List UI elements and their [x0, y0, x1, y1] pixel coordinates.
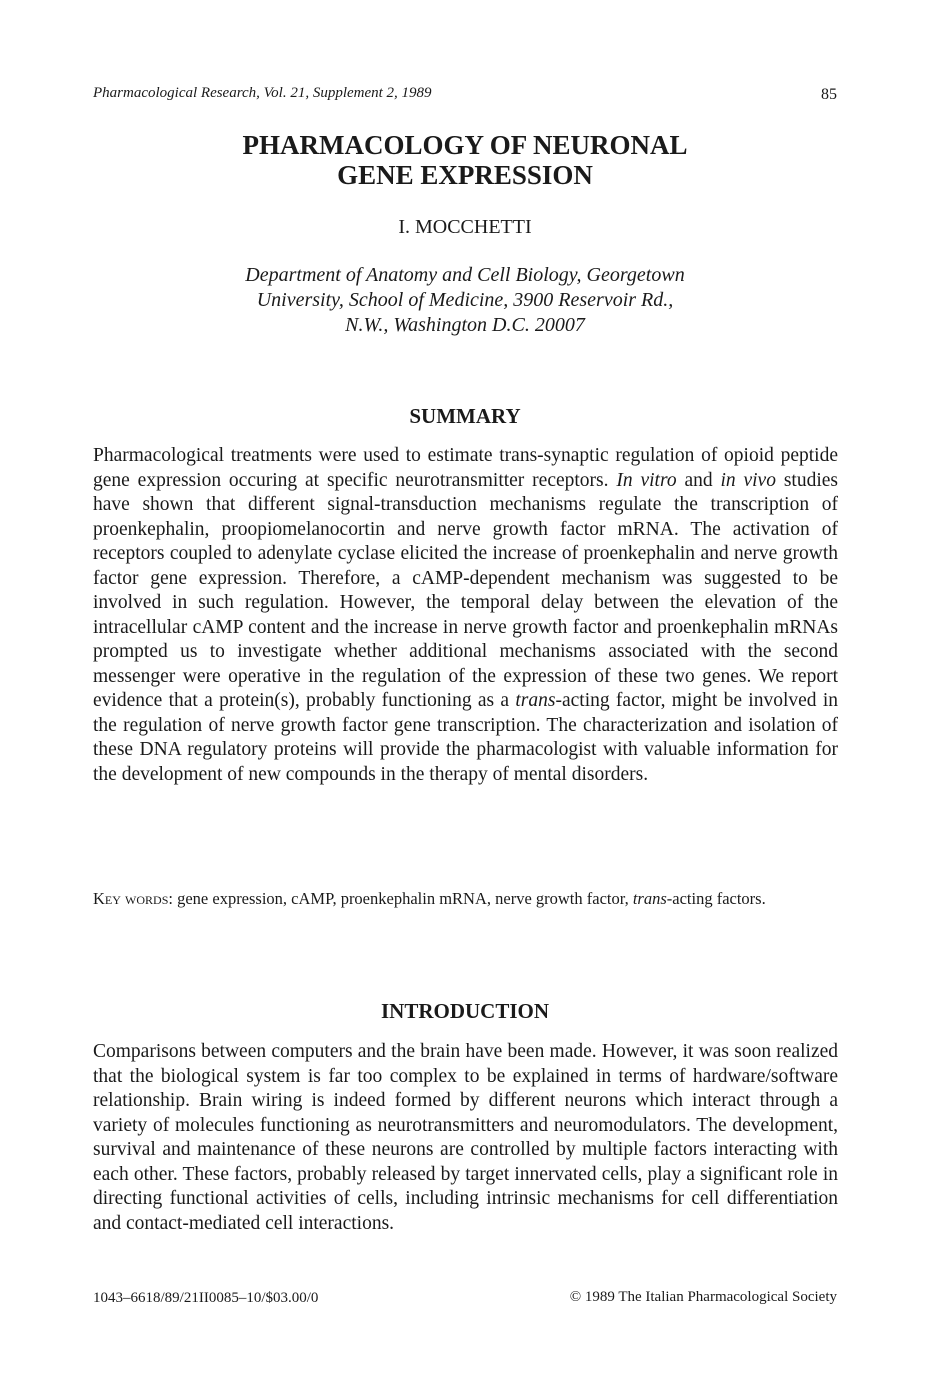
- article-title: [93, 130, 837, 190]
- introduction-heading: INTRODUCTION: [380, 999, 550, 1023]
- article-code: 1043–6618/89/21II0085–10/$03.00/0: [93, 1290, 319, 1306]
- keywords-text: gene expression, cAMP, proenkephalin mRNA, nerve growth factor,: [172, 889, 633, 908]
- summary-heading: SUMMARY: [409, 404, 521, 428]
- keywords-tail: -acting factors.: [666, 889, 766, 908]
- affiliation-line-2: University, School of Medicine, 3900 Reservoir Rd.,: [256, 289, 674, 311]
- summary-trans: trans: [515, 690, 556, 711]
- affiliation-line-1: Department of Anatomy and Cell Biology, Georgetown: [245, 264, 685, 286]
- summary-text-part-1: Pharmacological treatments were used to estimate trans-synaptic regulation of opioid peptide gene expression occuring at specific neurotransmitter receptors.: [93, 445, 838, 491]
- journal-running-head: Pharmacological Research, Vol. 21, Supplement 2, 1989: [93, 85, 432, 101]
- summary-in-vitro: In vitro: [616, 469, 677, 491]
- article-title-line-2: GENE EXPRESSION: [337, 160, 593, 190]
- page-number: 85: [821, 86, 837, 103]
- summary-text-part-4: -acting factor, might be involved in the regulation of nerve growth factor gene transcription. The characterization and isolation of these DNA regulatory proteins will provide the pharmacologist with valuable information for the development of new compounds in the therapy of mental disorders.: [93, 690, 838, 785]
- keywords-trans: trans: [632, 889, 667, 908]
- summary-text-part-3: studies have shown that different signal-transduction mechanisms regulate the transcription of proenkephalin, proopiomelanocortin and nerve growth factor mRNA. The activation of receptors coupled to adenylate cyclase elicited the increase of proenkephalin and nerve growth factor gene expression. Therefore, a cAMP-dependent mechanism was suggested to be involved in such regulation. However, the temporal delay between the elevation of the intracellular cAMP content and the increase in nerve growth factor and proenkephalin mRNAs prompted us to investigate whether additional mechanisms associated with the second messenger were operative in the regulation of the expression of these two genes. We report evidence that a protein(s), probably functioning as a: [93, 469, 838, 711]
- summary-paragraph: [93, 444, 838, 787]
- author-affiliation: [93, 263, 837, 338]
- keywords: [93, 888, 838, 910]
- affiliation-line-3: N.W., Washington D.C. 20007: [345, 314, 585, 336]
- introduction-paragraph: Comparisons between computers and the brain have been made. However, it was soon realized that the biological system is far too complex to be explained in terms of hardware/software relationship. Brain wiring is indeed formed by different neurons which interact through a variety of molecules functioning as neurotransmitters and neuromodulators. The development, survival and maintenance of these neurons are controlled by multiple factors interacting with each other. These factors, probably released by target innervated cells, play a significant role in directing functional activities of cells, including intrinsic mechanisms for cell differentiation and contact-mediated cell interactions.: [93, 1041, 838, 1234]
- author-name: I. MOCCHETTI: [398, 216, 532, 238]
- summary-in-vivo: in vivo: [720, 469, 776, 491]
- copyright-notice: © 1989 The Italian Pharmacological Society: [569, 1289, 837, 1305]
- summary-text-part-2: and: [676, 469, 721, 491]
- keywords-label: Key words:: [93, 889, 173, 908]
- article-title-line-1: PHARMACOLOGY OF NEURONAL: [242, 130, 688, 160]
